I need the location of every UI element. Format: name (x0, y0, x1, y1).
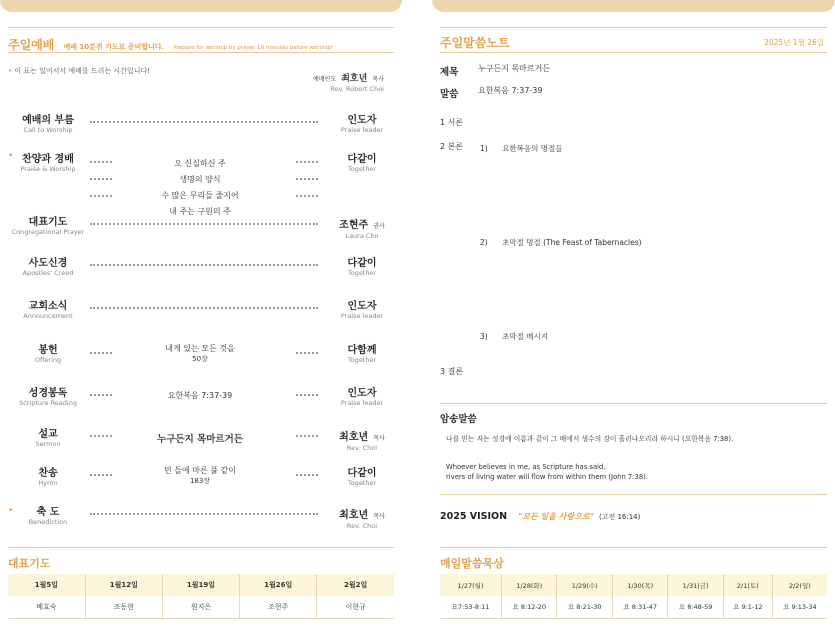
order-leader: 인도자 Praise leader (340, 115, 384, 134)
page-title: 주일예배 (8, 38, 55, 52)
divider (440, 52, 827, 53)
table-header-cell: 1월5일 (8, 574, 85, 596)
table-header-cell: 1/28(화) (502, 574, 557, 596)
order-title: 봉헌 (38, 345, 58, 356)
table-header-cell: 1/31(금) (668, 574, 723, 596)
scripture-value: 요한복음 7:37-39 (478, 86, 543, 95)
dotted-leader (90, 223, 318, 225)
divider (440, 547, 827, 548)
preacher-label: 예배인도 (312, 76, 337, 83)
scripture-reference: 요한복음 7:37-39 (167, 391, 233, 400)
standing-note (8, 66, 150, 76)
table-cell: 이현규 (345, 602, 366, 611)
order-leader: 다같이 Together (347, 258, 377, 277)
order-subtitle: Hymn (38, 479, 58, 487)
order-item-call-to-worship (4, 111, 92, 134)
divider (440, 27, 827, 28)
outline-intro: 1 서론 (440, 118, 464, 127)
order-leader: 최호년 목사 Rev. Choi (339, 432, 385, 452)
order-leader: 다같이 Together (347, 468, 377, 487)
dotted-leader (296, 195, 318, 197)
table-cell: 요 8:21-30 (557, 596, 612, 618)
order-item-announcement (4, 297, 92, 320)
order-item-creed (4, 254, 92, 277)
order-title: 찬송 (38, 468, 58, 479)
order-title: 사도신경 (28, 258, 68, 269)
preacher-info (280, 66, 384, 93)
vision-ref: (고전 16:14) (598, 513, 641, 521)
vision-quote: "모든 일을 사랑으로" (518, 512, 594, 521)
dotted-leader (296, 474, 318, 476)
table-cell: 요 8:31-47 (612, 596, 667, 618)
dotted-leader (90, 474, 112, 476)
table-cell: 요7:53-8:11 (440, 596, 502, 618)
table-cell: 요 8:12-20 (502, 596, 557, 618)
memory-verse-ko: 나를 믿는 자는 성경에 이름과 같이 그 배에서 생수의 강이 흘러나오리라 하시니 (요한복음 7:38). (446, 435, 734, 443)
praise-song: 내 주는 구원의 주 (169, 207, 231, 216)
order-item-praise (4, 150, 92, 173)
order-leader: 조현주 권사 Laura Cho (339, 220, 385, 240)
header-subtitle-en: Prepare for worship by prayer 10 minutes before worship! (173, 45, 334, 51)
table-cell: 요 9:13-34 (783, 603, 817, 612)
table-header-cell: 1/27(월) (440, 574, 502, 596)
order-leader: 다같이 Together (347, 154, 377, 173)
table-header-row (440, 574, 827, 596)
divider (8, 52, 394, 53)
table-header-cell: 2월2일 (343, 581, 368, 589)
dotted-leader (296, 394, 318, 396)
dotted-leader (90, 121, 318, 123)
order-subtitle: Benediction (28, 518, 68, 526)
table-cell: 조현주 (240, 596, 317, 618)
dotted-leader (90, 264, 318, 266)
order-subtitle: Call to Worship (23, 126, 73, 134)
page-title: 주일말씀노트 (440, 36, 510, 50)
order-item-offering (4, 341, 92, 364)
order-title: 성경봉독 (28, 388, 68, 399)
table-header-cell: 2/2(일) (788, 581, 811, 590)
prayer-schedule-table (8, 574, 394, 619)
daily-devotion-title: 매일말씀묵상 (440, 557, 504, 570)
table-header-row (8, 574, 394, 596)
table-cell: 원지은 (162, 596, 239, 618)
dotted-leader (90, 394, 112, 396)
table-header-cell: 1/30(목) (612, 574, 667, 596)
order-leader: 인도자 Praise leader (340, 388, 384, 407)
dotted-leader (296, 435, 318, 437)
offering-hymn: 내게 있는 모든 것을 50장 (165, 344, 235, 363)
order-item-benediction (4, 503, 92, 526)
dotted-leader (90, 161, 112, 163)
bullet-icon: • (8, 67, 13, 75)
order-title: 대표기도 (28, 217, 68, 228)
closing-hymn: 빈 들에 마른 풀 같이 183장 (164, 466, 236, 485)
dotted-leader (90, 513, 318, 515)
daily-devotion-table (440, 574, 827, 619)
vision-label: 2025 VISION (440, 511, 508, 522)
dotted-leader (90, 195, 112, 197)
table-cell: 조동현 (85, 596, 162, 618)
order-item-sermon (4, 425, 92, 448)
outline-body: 2 본론 (440, 142, 464, 151)
order-leader: 최호년 목사 Rev. Choi (339, 510, 385, 530)
table-row (8, 596, 394, 618)
order-title: 설교 (38, 429, 58, 440)
order-item-prayer (4, 213, 92, 236)
praise-song: 생명의 양식 (179, 175, 221, 184)
preacher-en: Rev. Robert Choi (330, 85, 384, 93)
praise-song: 수 많은 무리들 줄지어 (161, 191, 239, 200)
standing-marker-icon: • (8, 151, 14, 161)
vision-statement (440, 504, 640, 523)
dotted-leader (296, 161, 318, 163)
praise-song-list (120, 156, 280, 220)
order-subtitle: Congregational Prayer (11, 228, 85, 236)
outline-point: 1) 요한복음의 명절들 (480, 144, 563, 153)
sermon-title: 누구든지 목마르거든 (157, 434, 243, 445)
memory-verse-en: Whoever believes in me, as Scripture has said, rivers of living water will flow from within them (John 7:38). (446, 463, 648, 481)
dotted-leader (90, 352, 112, 354)
divider (8, 547, 394, 548)
prayer-section-title: 대표기도 (8, 557, 51, 570)
order-leader: 인도자 Praise leader (340, 301, 384, 320)
order-subtitle: Announcement (23, 312, 73, 320)
table-header-cell: 1월12일 (85, 574, 162, 596)
note-date: 2025년 1월 26일 (764, 38, 824, 47)
dotted-leader (296, 352, 318, 354)
dotted-leader (90, 307, 318, 309)
table-cell: 요 8:48-59 (668, 596, 723, 618)
order-subtitle: Sermon (35, 440, 61, 448)
praise-song: 오 신실하신 주 (174, 159, 226, 168)
table-cell: 요 9:1-12 (723, 596, 772, 618)
table-header-cell: 1월19일 (162, 574, 239, 596)
order-subtitle: Offering (34, 356, 62, 364)
order-subtitle: Praise & Worship (20, 165, 76, 173)
divider (440, 403, 827, 404)
standing-note-text: 이 표는 일어서서 예배를 드리는 시간입니다! (14, 67, 151, 75)
order-leader: 다함께 Together (347, 345, 377, 364)
worship-order-page (0, 0, 402, 626)
table-row (440, 596, 827, 618)
worship-header (8, 34, 333, 53)
divider (440, 494, 827, 495)
dotted-leader (90, 178, 112, 180)
order-item-hymn (4, 464, 92, 487)
order-title: 예배의 부름 (22, 115, 74, 126)
sermon-title-label: 제목 (440, 67, 459, 78)
table-header-cell: 1/29(수) (557, 574, 612, 596)
order-subtitle: Apostles' Creed (22, 269, 74, 277)
sermon-note-page (432, 0, 835, 626)
table-header-cell: 1월26일 (240, 574, 317, 596)
sermon-title-value: 누구든지 목마르거든 (478, 64, 551, 73)
standing-marker-icon: • (8, 506, 14, 516)
dotted-leader (90, 435, 112, 437)
preacher-title: 목사 (372, 76, 384, 83)
order-subtitle: Scripture Reading (19, 399, 77, 407)
table-cell: 베효숙 (8, 596, 85, 618)
table-header-cell: 2/1(토) (723, 574, 772, 596)
order-title: 축 도 (36, 507, 60, 518)
scripture-label: 말씀 (440, 89, 459, 100)
memory-verse-title: 암송말씀 (440, 414, 477, 425)
preacher-name: 최호년 (341, 74, 368, 84)
divider (8, 27, 394, 28)
order-title: 교회소식 (28, 301, 68, 312)
order-title: 찬양과 경배 (22, 154, 74, 165)
header-subtitle-ko: 예배 10분전 기도로 준비합니다. (63, 43, 165, 51)
order-item-scripture (4, 384, 92, 407)
dotted-leader (296, 178, 318, 180)
outline-conclusion: 3 결론 (440, 367, 464, 376)
outline-point: 2) 초막절 명절 (The Feast of Tabernacles) (480, 238, 642, 247)
outline-point: 3) 초막절 메시지 (480, 332, 548, 341)
